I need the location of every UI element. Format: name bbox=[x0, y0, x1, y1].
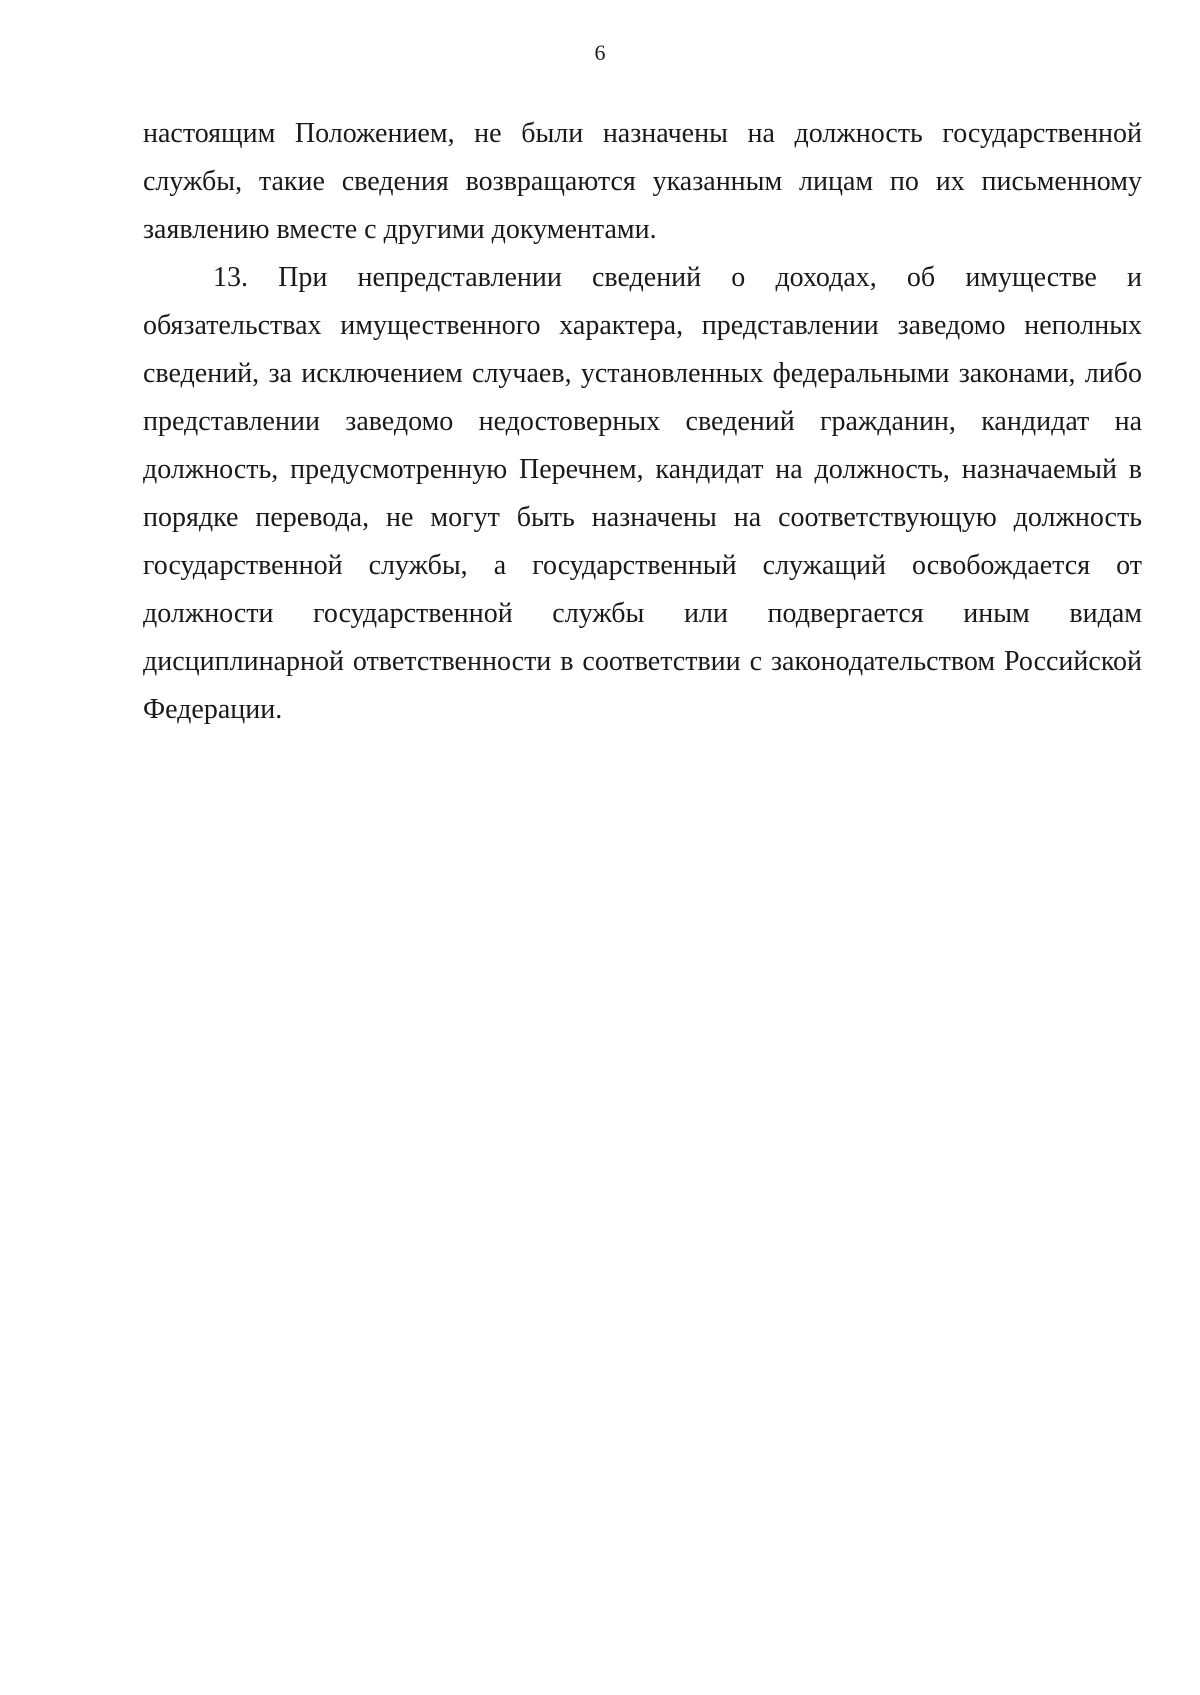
page-number: 6 bbox=[594, 40, 606, 65]
paragraph-13: 13. При непредставлении сведений о доходах, об имуществе и обязательствах имущественного характера, представлении заведомо неполных сведений, за исключением случаев, установленных федеральными законами, либо представлении заведомо недостоверных сведений гражданин, кандидат на должность, предусмотренную Перечнем, кандидат на должность, назначаемый в порядке перевода, не могут быть назначены на соответствующую должность государственной службы, а государственный служащий освобождается от должности государственной службы или подвергается иным видам дисциплинарной ответственности в соответствии с законодательством Российской Федерации. bbox=[143, 262, 1142, 725]
document-body bbox=[143, 110, 1142, 734]
paragraph-continued: настоящим Положением, не были назначены на должность государственной службы, такие сведения возвращаются указанным лицам по их письменному заявлению вместе с другими документами. bbox=[143, 118, 1142, 245]
